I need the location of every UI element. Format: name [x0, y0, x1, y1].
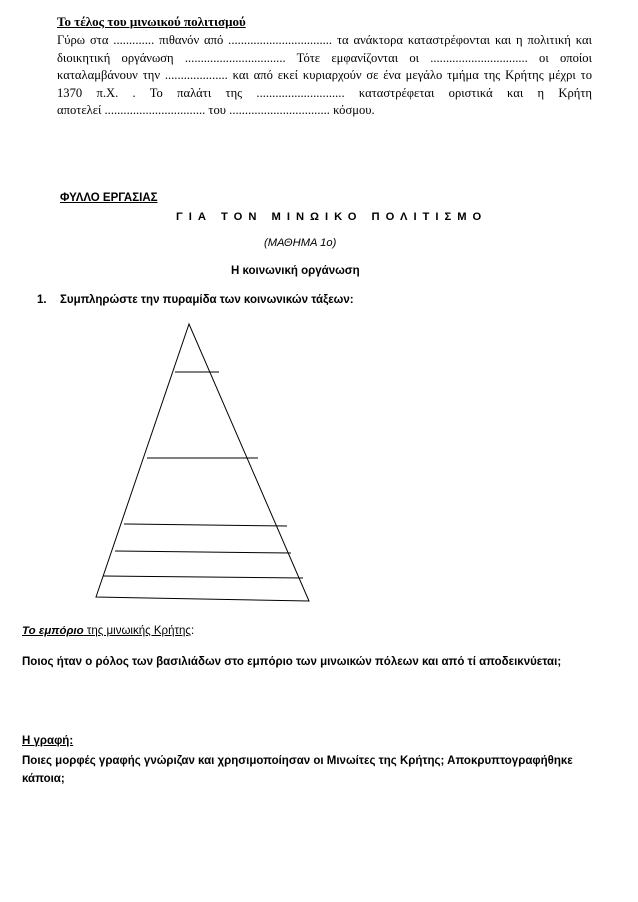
question-1-text: Συμπληρώστε την πυραμίδα των κοινωνικών τάξεων:: [60, 294, 354, 306]
paragraph-line-2: διοικητική οργάνωση ................................ Τότε εμφανίζονται οι ............................... οι οποίοι: [57, 50, 592, 65]
paragraph-line-4: 1370 π.Χ. . Το παλάτι της ............................ καταστρέφεται οριστικά και η Κρήτη: [57, 85, 592, 100]
pyramid-level-line-3[interactable]: [124, 524, 287, 526]
trade-question: Ποιος ήταν ο ρόλος των βασιλιάδων στο εμπόριο των μινωικών πόλεων και από τί αποδεικνύεται;: [22, 656, 562, 668]
paragraph-line-1: Γύρω στα ............. πιθανόν από ................................. τα ανάκτορα καταστρέφονται και η πολιτική και: [57, 33, 592, 47]
paragraph-line-5: αποτελεί ................................ του ................................ κόσμου.: [57, 103, 375, 117]
trade-heading-emphasis: Το εμπόριο: [22, 625, 84, 637]
worksheet-label: ΦΥΛΛΟ ΕΡΓΑΣΙΑΣ: [60, 192, 158, 204]
pyramid-outline: [96, 324, 309, 601]
social-organization-heading: Η κοινωνική οργάνωση: [231, 265, 360, 277]
worksheet-subject: ΓΙΑ ΤΟΝ ΜΙΝΩΙΚΟ ΠΟΛΙΤΙΣΜΟ: [176, 211, 488, 223]
pyramid-level-line-5[interactable]: [103, 576, 303, 578]
section-title-end-of-minoan: Το τέλος του μινωικού πολιτισμού: [57, 14, 246, 29]
trade-heading-colon: :: [190, 625, 195, 637]
trade-heading: [22, 625, 194, 637]
paragraph-line-3: καταλαμβάνουν την .................... και από εκεί κυριαρχούν σε ένα μεγάλο τμήμα της Κρήτης μέχρι το: [57, 68, 592, 82]
writing-question: Ποιες μορφές γραφής γνώριζαν και χρησιμοποίησαν οι Μινωίτες της Κρήτης; Αποκρυπτογραφήθηκε κάποια;: [22, 755, 573, 785]
pyramid-level-line-4[interactable]: [115, 551, 291, 553]
writing-heading: Η γραφή:: [22, 735, 74, 747]
question-1-number: 1.: [37, 294, 47, 306]
lesson-number: (ΜΑΘΗΜΑ 1ο): [264, 237, 337, 249]
trade-heading-rest: της μινωικής Κρήτης: [83, 625, 191, 637]
